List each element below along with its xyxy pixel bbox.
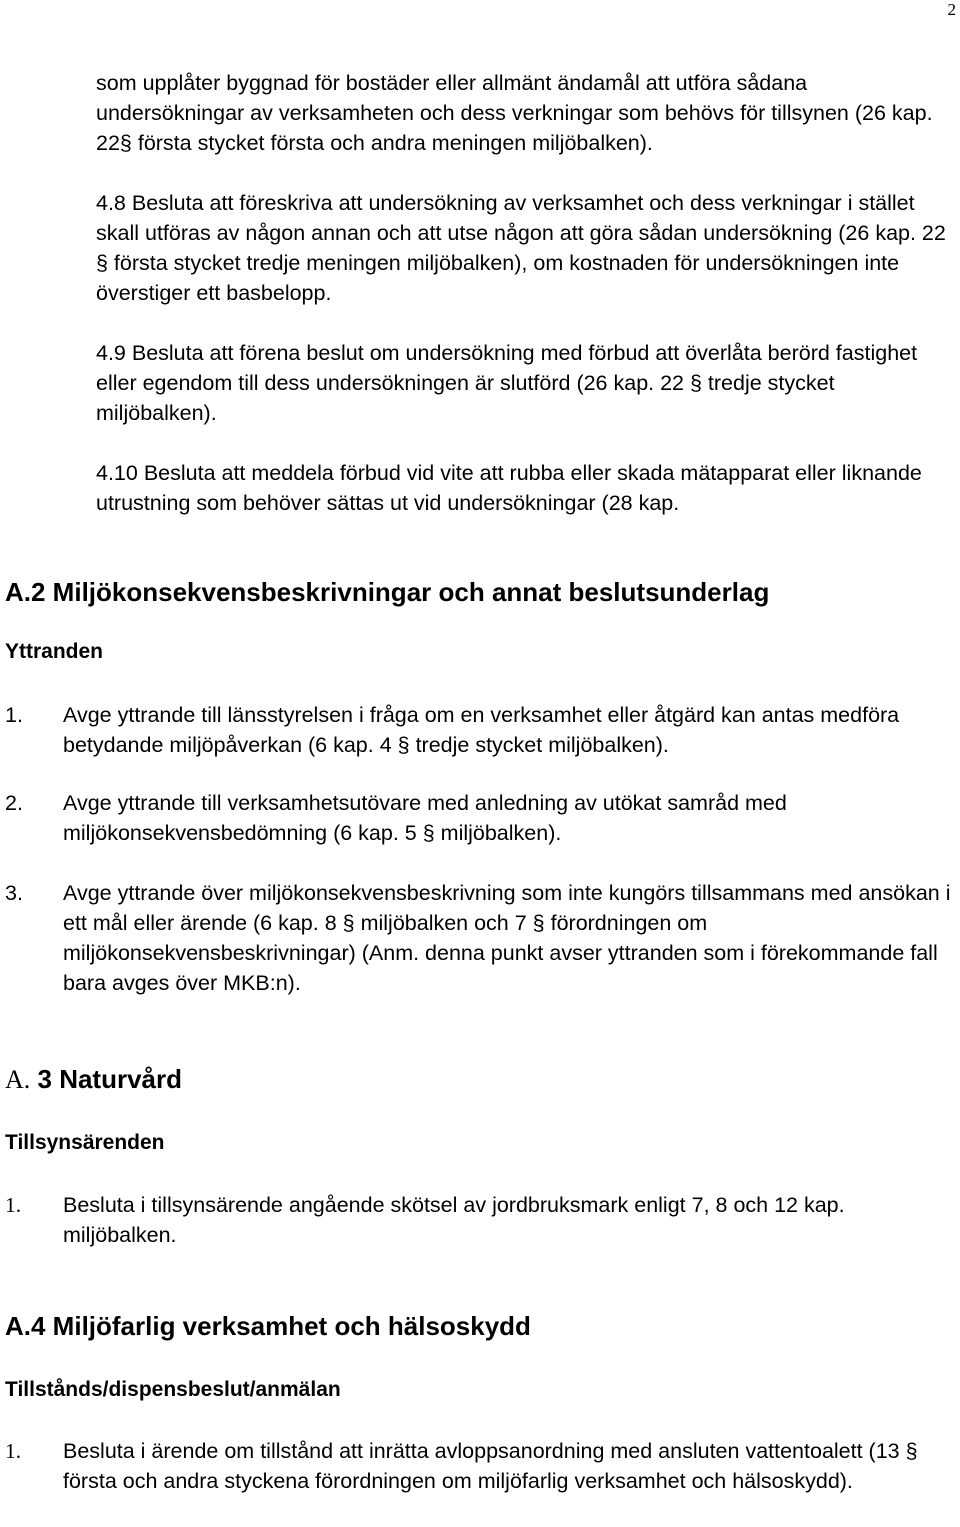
list-item-4-8: 4.8 Besluta att föreskriva att undersökning av verksamhet och dess verkningar i stället skall utföras av någon annan och att utse någon att göra sådan undersökning (26 kap. 22 § första stycket tredje meningen miljöbalken), om kostnaden för undersökningen inte överstiger ett basbelopp. bbox=[96, 191, 946, 305]
list-item-number: 3. bbox=[5, 881, 23, 905]
list-item bbox=[5, 788, 955, 848]
list-item-text: Avge yttrande till länsstyrelsen i fråga om en verksamhet eller åtgärd kan antas medföra betydande miljöpåverkan (6 kap. 4 § tredje stycket miljöbalken). bbox=[63, 703, 900, 757]
list-item bbox=[5, 1190, 955, 1250]
list-item-text: Besluta i tillsynsärende angående skötsel av jordbruksmark enligt 7, 8 och 12 kap. miljöbalken. bbox=[63, 1193, 845, 1247]
list-item bbox=[5, 878, 955, 998]
list-item-text: Avge yttrande över miljökonsekvensbeskrivning som inte kungörs tillsammans med ansökan i ett mål eller ärende (6 kap. 8 § miljöbalken och 7 § förordningen om miljökonsekvensbeskrivningar) (Anm. denna punkt avser yttranden som i förekommande fall bara avges över MKB:n). bbox=[63, 881, 951, 995]
page-number: 2 bbox=[947, 0, 956, 19]
list-item-number: 2. bbox=[5, 791, 23, 815]
list-item bbox=[5, 700, 955, 760]
list-item-number: 1. bbox=[5, 703, 23, 727]
section-subtitle-tillstand: Tillstånds/dispensbeslut/anmälan bbox=[5, 1378, 341, 1401]
section-subtitle-yttranden: Yttranden bbox=[5, 640, 104, 663]
section-title-a4: A.4 Miljöfarlig verksamhet och hälsoskydd bbox=[5, 1311, 531, 1341]
list-item-text: Avge yttrande till verksamhetsutövare med anledning av utökat samråd med miljökonsekvensbedömning (6 kap. 5 § miljöbalken). bbox=[63, 791, 787, 845]
list-item-number: 1. bbox=[5, 1193, 22, 1217]
list-item bbox=[5, 1436, 955, 1496]
section-title-text: 3 Naturvård bbox=[30, 1064, 183, 1094]
intro-paragraph: som upplåter byggnad för bostäder eller allmänt ändamål att utföra sådana undersökningar av verksamheten och dess verkningar som behövs för tillsynen (26 kap. 22§ första stycket första och andra meningen miljöbalken). bbox=[96, 71, 933, 155]
section-title-prefix: A. bbox=[5, 1065, 31, 1094]
section-subtitle-tillsynsarenden: Tillsynsärenden bbox=[5, 1131, 165, 1154]
section-title-a3 bbox=[5, 1063, 182, 1096]
section-title-a2: A.2 Miljökonsekvensbeskrivningar och annat beslutsunderlag bbox=[5, 577, 770, 607]
list-item-text: Besluta i ärende om tillstånd att inrätta avloppsanordning med ansluten vattentoalett (13 § första och andra styckena förordningen om miljöfarlig verksamhet och hälsoskydd). bbox=[63, 1439, 918, 1493]
list-item-4-10: 4.10 Besluta att meddela förbud vid vite att rubba eller skada mätapparat eller liknande utrustning som behöver sättas ut vid undersökningar (28 kap. bbox=[96, 461, 922, 515]
list-item-4-9: 4.9 Besluta att förena beslut om undersökning med förbud att överlåta berörd fastighet eller egendom till dess undersökningen är slutförd (26 kap. 22 § tredje stycket miljöbalken). bbox=[96, 341, 918, 425]
list-item-number: 1. bbox=[5, 1439, 22, 1463]
